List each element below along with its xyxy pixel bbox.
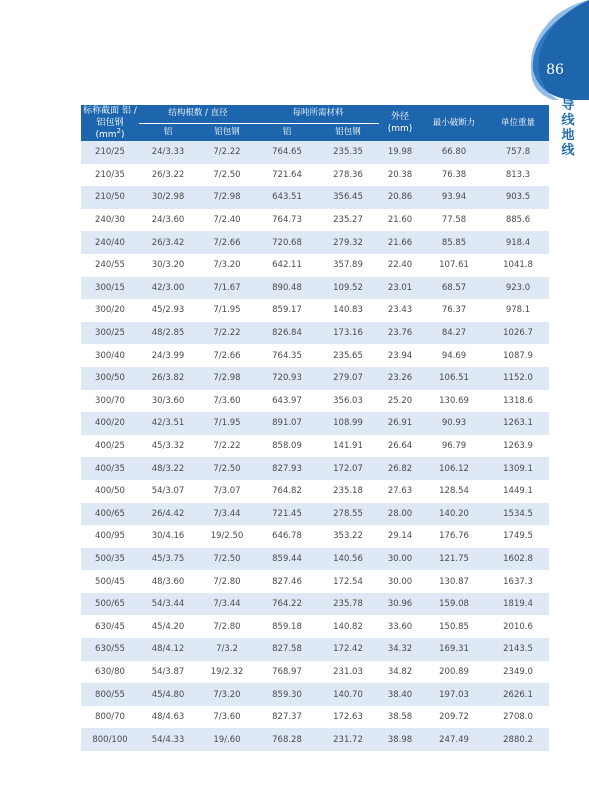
cell-outer-diameter: 29.14 bbox=[379, 525, 421, 548]
table-row bbox=[81, 209, 549, 232]
cell-material-al: 859.44 bbox=[257, 548, 317, 571]
cell-structure-al: 48/4.63 bbox=[139, 706, 197, 729]
cell-structure-al: 54/3.07 bbox=[139, 480, 197, 503]
cell-nominal: 500/45 bbox=[81, 570, 139, 593]
cell-material-al: 720.68 bbox=[257, 231, 317, 254]
cell-unit-weight: 1263.1 bbox=[487, 412, 549, 435]
cell-unit-weight: 1318.6 bbox=[487, 390, 549, 413]
cell-material-acs: 235.27 bbox=[317, 209, 379, 232]
cell-structure-acs: 19/2.32 bbox=[197, 661, 257, 684]
cell-unit-weight: 2010.6 bbox=[487, 615, 549, 638]
cell-structure-acs: 7/2.66 bbox=[197, 344, 257, 367]
cell-nominal: 210/35 bbox=[81, 164, 139, 187]
cell-outer-diameter: 19.98 bbox=[379, 141, 421, 164]
cell-structure-acs: 7/3.2 bbox=[197, 638, 257, 661]
cell-structure-al: 26/3.82 bbox=[139, 367, 197, 390]
cell-breaking-force: 130.87 bbox=[421, 570, 487, 593]
cell-structure-acs: 7/1.67 bbox=[197, 277, 257, 300]
cell-unit-weight: 2708.0 bbox=[487, 706, 549, 729]
cell-outer-diameter: 38.58 bbox=[379, 706, 421, 729]
cell-material-acs: 357.89 bbox=[317, 254, 379, 277]
cell-material-al: 827.46 bbox=[257, 570, 317, 593]
cell-structure-al: 30/4.16 bbox=[139, 525, 197, 548]
header-breaking-force: 最小破断力 bbox=[421, 105, 487, 141]
cell-structure-al: 45/2.93 bbox=[139, 299, 197, 322]
cell-breaking-force: 197.03 bbox=[421, 683, 487, 706]
cell-breaking-force: 96.79 bbox=[421, 435, 487, 458]
cell-unit-weight: 2626.1 bbox=[487, 683, 549, 706]
cell-material-acs: 109.52 bbox=[317, 277, 379, 300]
cell-material-acs: 353.22 bbox=[317, 525, 379, 548]
cell-structure-acs: 7/2.22 bbox=[197, 141, 257, 164]
cell-material-al: 768.28 bbox=[257, 728, 317, 751]
cell-unit-weight: 2143.5 bbox=[487, 638, 549, 661]
cell-unit-weight: 1449.1 bbox=[487, 480, 549, 503]
cell-material-acs: 235.78 bbox=[317, 593, 379, 616]
cell-nominal: 630/55 bbox=[81, 638, 139, 661]
cell-nominal: 400/35 bbox=[81, 457, 139, 480]
cell-structure-al: 30/2.98 bbox=[139, 186, 197, 209]
table-row bbox=[81, 503, 549, 526]
header-material-acs: 铝包钢 bbox=[317, 123, 379, 141]
cell-structure-acs: 7/2.50 bbox=[197, 164, 257, 187]
cell-breaking-force: 76.38 bbox=[421, 164, 487, 187]
cell-outer-diameter: 25.20 bbox=[379, 390, 421, 413]
conductor-spec-table bbox=[81, 105, 549, 751]
header-material: 每吨所需材料 bbox=[257, 105, 379, 123]
cell-material-acs: 140.83 bbox=[317, 299, 379, 322]
table-row bbox=[81, 615, 549, 638]
cell-breaking-force: 76.37 bbox=[421, 299, 487, 322]
table-row bbox=[81, 141, 549, 164]
header-structure: 结构根数 / 直径 bbox=[139, 105, 257, 123]
cell-breaking-force: 106.12 bbox=[421, 457, 487, 480]
cell-material-acs: 231.03 bbox=[317, 661, 379, 684]
cell-structure-al: 30/3.60 bbox=[139, 390, 197, 413]
cell-structure-al: 24/3.33 bbox=[139, 141, 197, 164]
cell-material-al: 643.51 bbox=[257, 186, 317, 209]
cell-outer-diameter: 23.76 bbox=[379, 322, 421, 345]
cell-structure-acs: 7/2.80 bbox=[197, 615, 257, 638]
cell-material-acs: 140.82 bbox=[317, 615, 379, 638]
cell-breaking-force: 84.27 bbox=[421, 322, 487, 345]
cell-nominal: 800/100 bbox=[81, 728, 139, 751]
cell-nominal: 500/65 bbox=[81, 593, 139, 616]
cell-unit-weight: 1087.9 bbox=[487, 344, 549, 367]
cell-unit-weight: 813.3 bbox=[487, 164, 549, 187]
cell-unit-weight: 1152.0 bbox=[487, 367, 549, 390]
cell-outer-diameter: 23.94 bbox=[379, 344, 421, 367]
cell-unit-weight: 1819.4 bbox=[487, 593, 549, 616]
cell-material-al: 858.09 bbox=[257, 435, 317, 458]
cell-structure-acs: 7/2.22 bbox=[197, 322, 257, 345]
header-od-line2: (mm) bbox=[387, 124, 413, 134]
cell-unit-weight: 2880.2 bbox=[487, 728, 549, 751]
cell-structure-al: 24/3.60 bbox=[139, 209, 197, 232]
table-body bbox=[81, 141, 549, 751]
cell-material-acs: 235.35 bbox=[317, 141, 379, 164]
cell-outer-diameter: 34.82 bbox=[379, 661, 421, 684]
cell-structure-acs: 7/3.20 bbox=[197, 683, 257, 706]
cell-material-al: 768.97 bbox=[257, 661, 317, 684]
cell-structure-acs: 7/3.20 bbox=[197, 254, 257, 277]
cell-breaking-force: 200.89 bbox=[421, 661, 487, 684]
cell-structure-al: 45/4.20 bbox=[139, 615, 197, 638]
cell-structure-acs: 19/2.50 bbox=[197, 525, 257, 548]
cell-nominal: 400/50 bbox=[81, 480, 139, 503]
cell-unit-weight: 978.1 bbox=[487, 299, 549, 322]
cell-unit-weight: 903.5 bbox=[487, 186, 549, 209]
cell-breaking-force: 176.76 bbox=[421, 525, 487, 548]
cell-material-al: 859.30 bbox=[257, 683, 317, 706]
table-row bbox=[81, 570, 549, 593]
cell-nominal: 400/25 bbox=[81, 435, 139, 458]
table-row bbox=[81, 457, 549, 480]
cell-breaking-force: 169.31 bbox=[421, 638, 487, 661]
table-row bbox=[81, 661, 549, 684]
cell-outer-diameter: 28.00 bbox=[379, 503, 421, 526]
cell-nominal: 400/20 bbox=[81, 412, 139, 435]
cell-unit-weight: 885.6 bbox=[487, 209, 549, 232]
cell-structure-acs: 7/2.40 bbox=[197, 209, 257, 232]
cell-structure-acs: 7/3.07 bbox=[197, 480, 257, 503]
table-row bbox=[81, 728, 549, 751]
cell-material-al: 826.84 bbox=[257, 322, 317, 345]
cell-structure-al: 24/3.99 bbox=[139, 344, 197, 367]
cell-structure-acs: 7/3.60 bbox=[197, 390, 257, 413]
cell-material-acs: 231.72 bbox=[317, 728, 379, 751]
cell-unit-weight: 2349.0 bbox=[487, 661, 549, 684]
cell-unit-weight: 918.4 bbox=[487, 231, 549, 254]
cell-material-acs: 356.03 bbox=[317, 390, 379, 413]
cell-breaking-force: 140.20 bbox=[421, 503, 487, 526]
cell-outer-diameter: 27.63 bbox=[379, 480, 421, 503]
cell-structure-al: 45/3.32 bbox=[139, 435, 197, 458]
cell-nominal: 210/50 bbox=[81, 186, 139, 209]
cell-breaking-force: 209.72 bbox=[421, 706, 487, 729]
header-nominal-superscript: 2 bbox=[116, 127, 121, 135]
cell-unit-weight: 1026.7 bbox=[487, 322, 549, 345]
cell-outer-diameter: 26.82 bbox=[379, 457, 421, 480]
cell-material-al: 827.93 bbox=[257, 457, 317, 480]
cell-material-al: 643.97 bbox=[257, 390, 317, 413]
header-nominal-line2: 铝包钢 (mm bbox=[95, 118, 124, 140]
table-row bbox=[81, 367, 549, 390]
table-row bbox=[81, 593, 549, 616]
cell-structure-al: 48/3.60 bbox=[139, 570, 197, 593]
cell-unit-weight: 757.8 bbox=[487, 141, 549, 164]
table-row bbox=[81, 277, 549, 300]
cell-unit-weight: 1749.5 bbox=[487, 525, 549, 548]
cell-outer-diameter: 23.43 bbox=[379, 299, 421, 322]
cell-unit-weight: 1602.8 bbox=[487, 548, 549, 571]
cell-nominal: 300/50 bbox=[81, 367, 139, 390]
cell-material-al: 764.65 bbox=[257, 141, 317, 164]
cell-structure-acs: 7/2.98 bbox=[197, 186, 257, 209]
cell-nominal: 240/40 bbox=[81, 231, 139, 254]
cell-structure-al: 48/3.22 bbox=[139, 457, 197, 480]
header-outer-diameter bbox=[379, 105, 421, 141]
cell-unit-weight: 1637.3 bbox=[487, 570, 549, 593]
cell-material-al: 764.82 bbox=[257, 480, 317, 503]
page-number: 86 bbox=[546, 62, 564, 78]
cell-material-acs: 173.16 bbox=[317, 322, 379, 345]
cell-material-acs: 356.45 bbox=[317, 186, 379, 209]
table-row bbox=[81, 390, 549, 413]
header-nominal-close: ) bbox=[121, 130, 125, 140]
cell-structure-al: 48/4.12 bbox=[139, 638, 197, 661]
cell-structure-al: 30/3.20 bbox=[139, 254, 197, 277]
header-structure-acs: 铝包钢 bbox=[197, 123, 257, 141]
cell-breaking-force: 68.57 bbox=[421, 277, 487, 300]
cell-breaking-force: 93.94 bbox=[421, 186, 487, 209]
cell-material-al: 827.58 bbox=[257, 638, 317, 661]
table-row bbox=[81, 525, 549, 548]
cell-nominal: 210/25 bbox=[81, 141, 139, 164]
cell-outer-diameter: 21.60 bbox=[379, 209, 421, 232]
header-od-line1: 外径 bbox=[391, 112, 410, 122]
cell-breaking-force: 106.51 bbox=[421, 367, 487, 390]
cell-outer-diameter: 26.91 bbox=[379, 412, 421, 435]
cell-material-al: 720.93 bbox=[257, 367, 317, 390]
header-nominal-line1: 标称截面 铝 / bbox=[83, 106, 137, 116]
cell-structure-acs: 7/2.66 bbox=[197, 231, 257, 254]
header-structure-al: 铝 bbox=[139, 123, 197, 141]
table-row bbox=[81, 322, 549, 345]
cell-nominal: 300/20 bbox=[81, 299, 139, 322]
cell-breaking-force: 150.85 bbox=[421, 615, 487, 638]
cell-material-acs: 278.36 bbox=[317, 164, 379, 187]
cell-nominal: 800/55 bbox=[81, 683, 139, 706]
cell-nominal: 800/70 bbox=[81, 706, 139, 729]
cell-material-acs: 140.70 bbox=[317, 683, 379, 706]
cell-outer-diameter: 20.86 bbox=[379, 186, 421, 209]
table-row bbox=[81, 706, 549, 729]
cell-material-al: 890.48 bbox=[257, 277, 317, 300]
table-row bbox=[81, 231, 549, 254]
cell-material-acs: 235.18 bbox=[317, 480, 379, 503]
cell-material-al: 859.18 bbox=[257, 615, 317, 638]
cell-material-al: 764.35 bbox=[257, 344, 317, 367]
cell-material-acs: 279.07 bbox=[317, 367, 379, 390]
cell-nominal: 500/35 bbox=[81, 548, 139, 571]
cell-outer-diameter: 30.00 bbox=[379, 570, 421, 593]
cell-nominal: 300/40 bbox=[81, 344, 139, 367]
cell-breaking-force: 130.69 bbox=[421, 390, 487, 413]
cell-structure-al: 54/3.44 bbox=[139, 593, 197, 616]
cell-breaking-force: 128.54 bbox=[421, 480, 487, 503]
cell-material-al: 764.22 bbox=[257, 593, 317, 616]
cell-structure-al: 42/3.51 bbox=[139, 412, 197, 435]
table-row bbox=[81, 683, 549, 706]
table-row bbox=[81, 548, 549, 571]
cell-material-al: 891.07 bbox=[257, 412, 317, 435]
cell-outer-diameter: 38.98 bbox=[379, 728, 421, 751]
cell-outer-diameter: 23.01 bbox=[379, 277, 421, 300]
cell-breaking-force: 159.08 bbox=[421, 593, 487, 616]
cell-structure-al: 54/4.33 bbox=[139, 728, 197, 751]
cell-outer-diameter: 38.40 bbox=[379, 683, 421, 706]
cell-breaking-force: 107.61 bbox=[421, 254, 487, 277]
cell-structure-acs: 7/3.44 bbox=[197, 593, 257, 616]
cell-structure-al: 54/3.87 bbox=[139, 661, 197, 684]
cell-breaking-force: 77.58 bbox=[421, 209, 487, 232]
table-row bbox=[81, 344, 549, 367]
cell-material-acs: 172.54 bbox=[317, 570, 379, 593]
cell-structure-acs: 19/.60 bbox=[197, 728, 257, 751]
cell-unit-weight: 1041.8 bbox=[487, 254, 549, 277]
cell-breaking-force: 66.80 bbox=[421, 141, 487, 164]
cell-material-al: 646.78 bbox=[257, 525, 317, 548]
cell-structure-acs: 7/1.95 bbox=[197, 299, 257, 322]
header-material-al: 铝 bbox=[257, 123, 317, 141]
table-header bbox=[81, 105, 549, 141]
cell-outer-diameter: 23.26 bbox=[379, 367, 421, 390]
cell-nominal: 300/15 bbox=[81, 277, 139, 300]
table-row bbox=[81, 435, 549, 458]
table-row bbox=[81, 254, 549, 277]
cell-outer-diameter: 33.60 bbox=[379, 615, 421, 638]
page-corner-badge bbox=[509, 0, 589, 100]
cell-material-acs: 172.07 bbox=[317, 457, 379, 480]
table-row bbox=[81, 186, 549, 209]
conductor-spec-table-container bbox=[81, 105, 549, 751]
cell-material-al: 721.45 bbox=[257, 503, 317, 526]
cell-nominal: 240/30 bbox=[81, 209, 139, 232]
table-row bbox=[81, 638, 549, 661]
cell-material-acs: 141.91 bbox=[317, 435, 379, 458]
cell-nominal: 400/95 bbox=[81, 525, 139, 548]
cell-breaking-force: 85.85 bbox=[421, 231, 487, 254]
cell-structure-acs: 7/2.98 bbox=[197, 367, 257, 390]
cell-structure-acs: 7/2.80 bbox=[197, 570, 257, 593]
cell-unit-weight: 1309.1 bbox=[487, 457, 549, 480]
cell-nominal: 300/70 bbox=[81, 390, 139, 413]
cell-material-acs: 278.55 bbox=[317, 503, 379, 526]
cell-nominal: 240/55 bbox=[81, 254, 139, 277]
cell-breaking-force: 247.49 bbox=[421, 728, 487, 751]
cell-unit-weight: 923.0 bbox=[487, 277, 549, 300]
header-nominal-section bbox=[81, 105, 139, 141]
cell-unit-weight: 1263.9 bbox=[487, 435, 549, 458]
cell-material-acs: 140.56 bbox=[317, 548, 379, 571]
cell-material-acs: 279.32 bbox=[317, 231, 379, 254]
cell-unit-weight: 1534.5 bbox=[487, 503, 549, 526]
cell-nominal: 630/45 bbox=[81, 615, 139, 638]
cell-material-al: 859.17 bbox=[257, 299, 317, 322]
cell-nominal: 400/65 bbox=[81, 503, 139, 526]
table-row bbox=[81, 299, 549, 322]
cell-outer-diameter: 21.66 bbox=[379, 231, 421, 254]
cell-structure-al: 48/2.85 bbox=[139, 322, 197, 345]
cell-nominal: 630/80 bbox=[81, 661, 139, 684]
cell-nominal: 300/25 bbox=[81, 322, 139, 345]
cell-material-al: 642.11 bbox=[257, 254, 317, 277]
section-title-vertical: 导线地线 bbox=[561, 98, 575, 158]
cell-outer-diameter: 20.38 bbox=[379, 164, 421, 187]
cell-breaking-force: 121.75 bbox=[421, 548, 487, 571]
cell-structure-al: 42/3.00 bbox=[139, 277, 197, 300]
table-row bbox=[81, 164, 549, 187]
cell-structure-acs: 7/2.50 bbox=[197, 457, 257, 480]
cell-material-al: 721.64 bbox=[257, 164, 317, 187]
cell-structure-acs: 7/3.60 bbox=[197, 706, 257, 729]
cell-material-al: 827.37 bbox=[257, 706, 317, 729]
cell-structure-al: 45/3.75 bbox=[139, 548, 197, 571]
cell-structure-al: 45/4.80 bbox=[139, 683, 197, 706]
cell-breaking-force: 90.93 bbox=[421, 412, 487, 435]
cell-outer-diameter: 22.40 bbox=[379, 254, 421, 277]
header-unit-weight: 单位重量 bbox=[487, 105, 549, 141]
cell-breaking-force: 94.69 bbox=[421, 344, 487, 367]
cell-material-acs: 172.42 bbox=[317, 638, 379, 661]
cell-outer-diameter: 30.96 bbox=[379, 593, 421, 616]
table-row bbox=[81, 412, 549, 435]
cell-material-acs: 235.65 bbox=[317, 344, 379, 367]
cell-structure-acs: 7/2.22 bbox=[197, 435, 257, 458]
cell-structure-al: 26/3.22 bbox=[139, 164, 197, 187]
table-row bbox=[81, 480, 549, 503]
cell-outer-diameter: 30.00 bbox=[379, 548, 421, 571]
cell-structure-al: 26/3.42 bbox=[139, 231, 197, 254]
cell-outer-diameter: 26.64 bbox=[379, 435, 421, 458]
cell-material-acs: 172.63 bbox=[317, 706, 379, 729]
cell-material-al: 764.73 bbox=[257, 209, 317, 232]
cell-structure-acs: 7/3.44 bbox=[197, 503, 257, 526]
cell-structure-al: 26/4.42 bbox=[139, 503, 197, 526]
cell-outer-diameter: 34.32 bbox=[379, 638, 421, 661]
cell-material-acs: 108.99 bbox=[317, 412, 379, 435]
cell-structure-acs: 7/1.95 bbox=[197, 412, 257, 435]
cell-structure-acs: 7/2.50 bbox=[197, 548, 257, 571]
